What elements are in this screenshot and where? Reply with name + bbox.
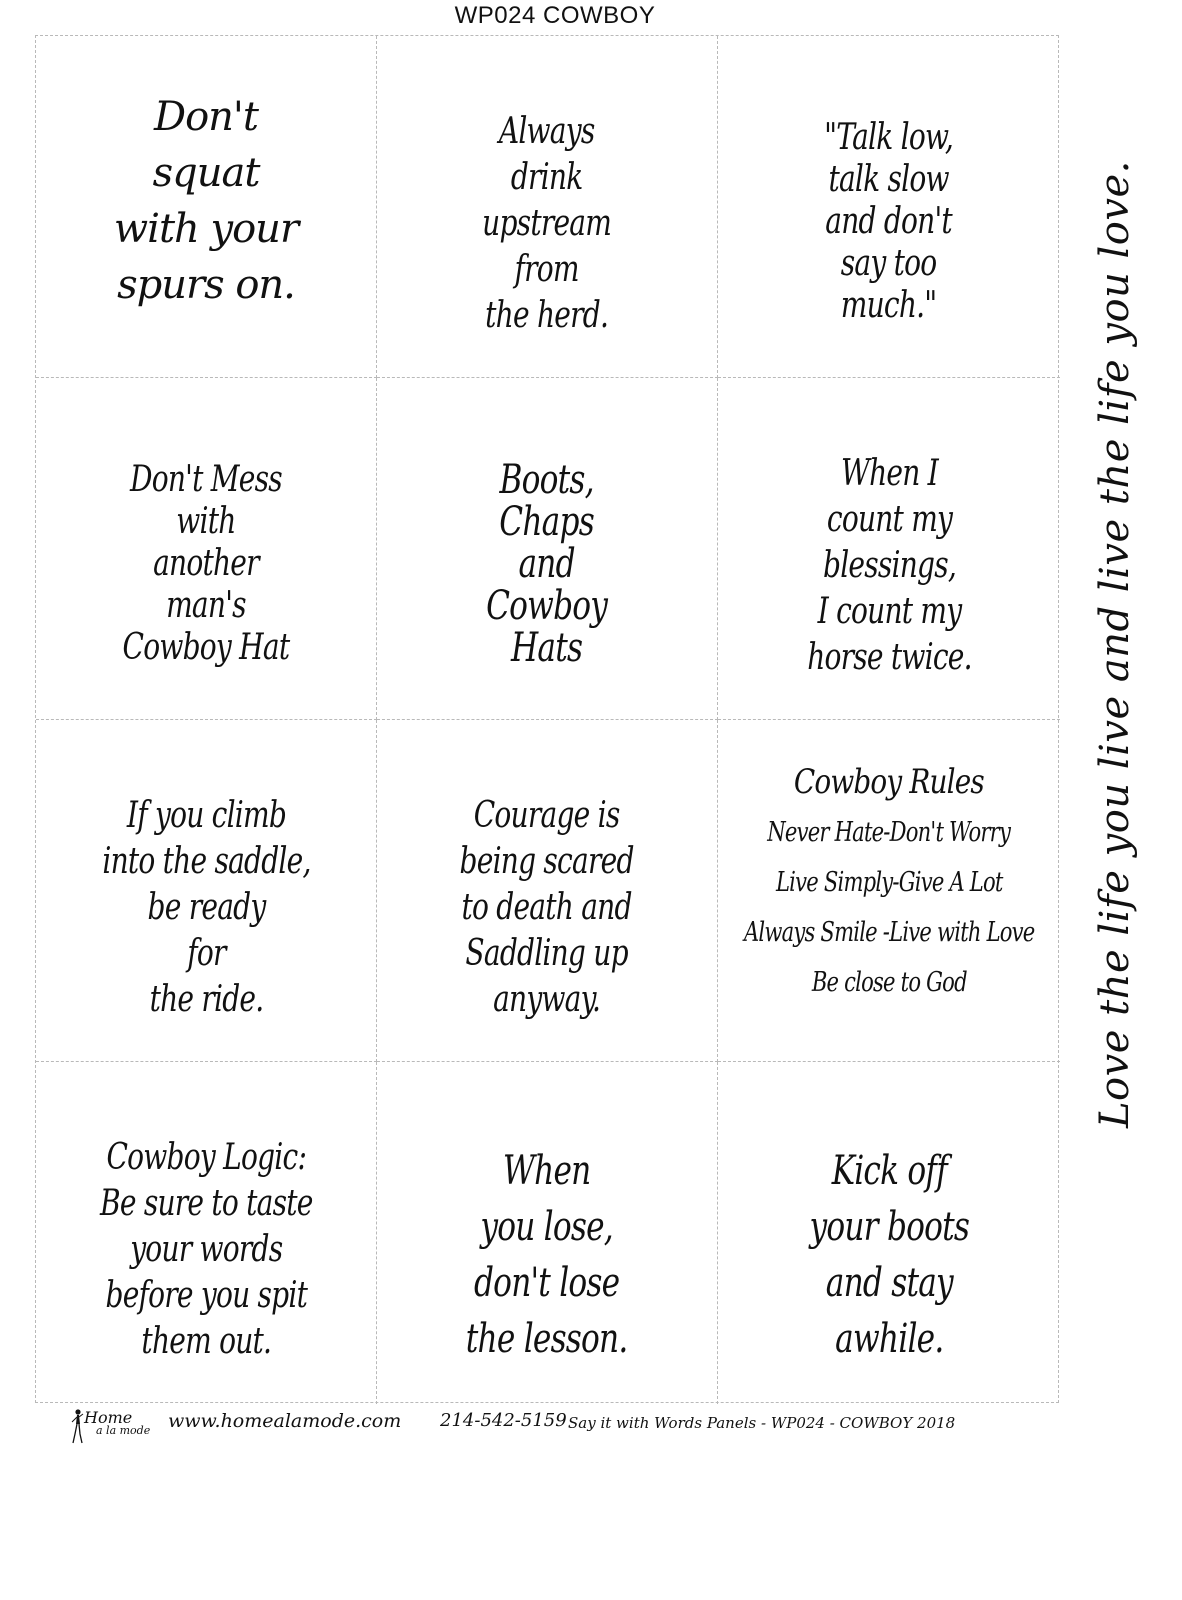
word-panel-1 xyxy=(36,36,377,378)
website-url: www.homealamode.com xyxy=(168,1410,402,1432)
panel-quote-text: Cowboy Logic: Be sure to taste your words before you spit them out. xyxy=(99,1137,313,1362)
rules-line: Live Simply-Give A Lot xyxy=(775,866,1003,898)
word-panel-4 xyxy=(36,378,377,720)
side-slogan: Love the life you live and live the life you love. xyxy=(1092,160,1138,1128)
panel-quote-text: Kick off your boots and stay awhile. xyxy=(809,1148,969,1362)
panel-quote-text: "Talk low, talk slow and don't say too much." xyxy=(824,116,954,326)
panel-quote xyxy=(806,75,971,327)
panel-quote xyxy=(784,405,995,681)
word-panel-6 xyxy=(718,378,1060,720)
panel-quote xyxy=(70,1089,343,1365)
page-footer xyxy=(60,1406,1060,1446)
panel-quote-text: Don't Mess with another man's Cowboy Hat xyxy=(122,458,290,668)
panel-quote xyxy=(443,1087,650,1367)
woman-figure-icon xyxy=(70,1408,84,1444)
logo-text: Home xyxy=(84,1408,133,1427)
phone-number: 214-542-5159 xyxy=(440,1410,567,1431)
panel-quote-text: When you lose, don't lose the lesson. xyxy=(466,1148,628,1362)
page-title: WP024 COWBOY xyxy=(454,2,656,29)
panel-quote xyxy=(435,747,658,1023)
word-panel-11 xyxy=(377,1062,718,1404)
word-panel-10 xyxy=(36,1062,377,1404)
panel-quote-text: Courage is being scared to death and Saddling up anyway. xyxy=(459,794,635,1020)
rules-line: Be close to God xyxy=(811,966,967,998)
word-panel-8 xyxy=(377,720,718,1062)
panel-quote-text: When I count my blessings, I count my horse twice. xyxy=(806,452,972,678)
panel-quote: Don't squat with your spurs on. xyxy=(113,93,299,308)
panel-quote xyxy=(73,747,340,1023)
logo-subtext: a la mode xyxy=(96,1424,151,1437)
panel-quote-text: Always drink upstream from the herd. xyxy=(482,110,612,336)
word-panel-3 xyxy=(718,36,1060,378)
word-panel-7 xyxy=(36,720,377,1062)
panel-quote-text: If you climb into the saddle, be ready for the ride. xyxy=(101,794,311,1020)
cowboy-rules xyxy=(703,756,1075,1008)
word-panel-2 xyxy=(377,36,718,378)
panel-grid xyxy=(35,35,1059,1403)
rules-title: Cowboy Rules xyxy=(793,761,985,802)
word-panel-12 xyxy=(718,1062,1060,1404)
panel-quote-text: Boots, Chaps and Cowboy Hats xyxy=(486,456,608,671)
rules-line: Never Hate-Don't Worry xyxy=(767,816,1011,848)
home-a-la-mode-logo xyxy=(66,1406,166,1446)
panel-quote xyxy=(469,417,624,669)
product-info: Say it with Words Panels - WP024 - COWBOY 2018 xyxy=(568,1414,956,1432)
word-panel-5 xyxy=(377,378,718,720)
panel-quote xyxy=(787,1087,992,1367)
panel-quote xyxy=(464,63,629,339)
panel-quote xyxy=(99,417,313,669)
rules-line: Always Smile -Live with Love xyxy=(743,916,1035,948)
word-panel-9 xyxy=(718,720,1060,1062)
